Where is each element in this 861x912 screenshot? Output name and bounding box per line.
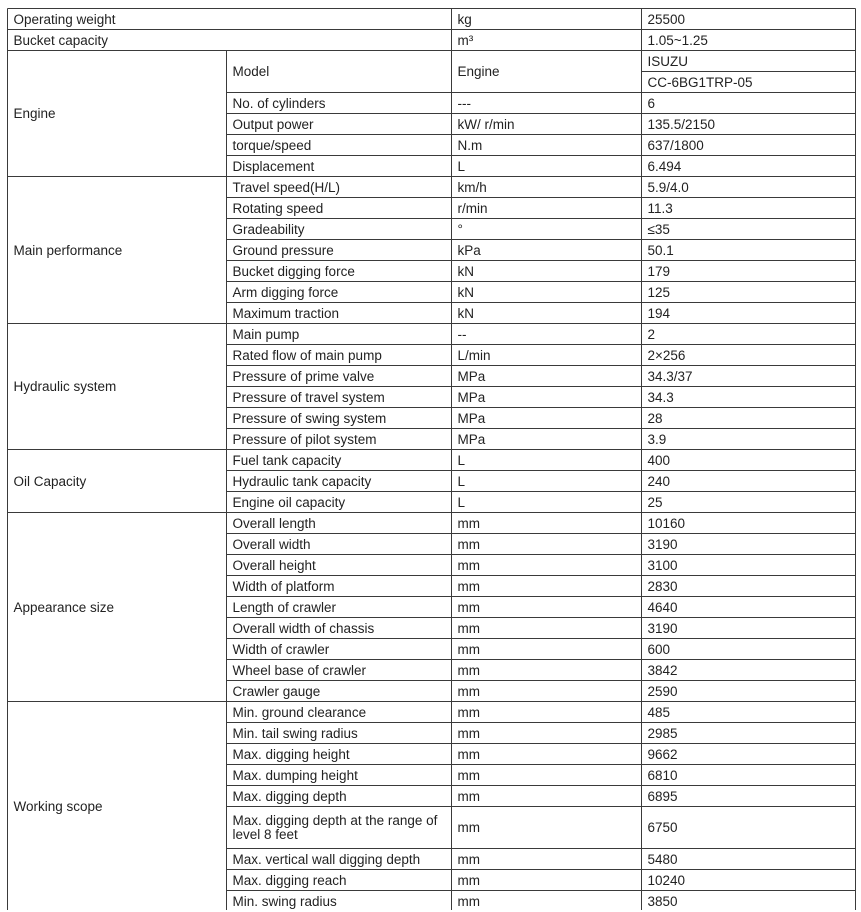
spec-value: ISUZU (647, 53, 688, 69)
spec-label: Crawler gauge (232, 683, 321, 699)
spec-group-label: Engine (13, 106, 56, 121)
spec-value: 3.9 (647, 431, 667, 447)
spec-unit: kN (457, 284, 474, 300)
spec-label: Bucket digging force (232, 263, 355, 279)
spec-value: 2 (647, 326, 656, 342)
spec-value: 6750 (647, 820, 678, 835)
spec-value: 6.494 (647, 158, 682, 174)
spec-label: Pressure of prime valve (232, 368, 375, 384)
spec-unit: L (457, 158, 466, 174)
spec-unit: mm (457, 662, 480, 678)
spec-unit: MPa (457, 410, 486, 426)
spec-value: 135.5/2150 (647, 116, 716, 132)
spec-value: 400 (647, 452, 671, 468)
spec-group-label: Oil Capacity (13, 473, 87, 489)
spec-label: Bucket capacity (13, 32, 109, 48)
spec-unit: kW/ r/min (457, 116, 515, 132)
spec-value: 5480 (647, 851, 678, 867)
spec-unit: mm (457, 578, 480, 594)
spec-label: Min. ground clearance (232, 704, 367, 720)
spec-unit: -- (457, 326, 467, 342)
spec-label: Hydraulic tank capacity (232, 473, 372, 489)
spec-unit: --- (457, 95, 471, 111)
spec-unit: kPa (457, 242, 481, 258)
spec-label: Maximum traction (232, 305, 340, 321)
spec-value: 6895 (647, 788, 678, 804)
spec-label: Output power (232, 116, 314, 132)
spec-label: Width of crawler (232, 641, 330, 657)
spec-label: Model (232, 64, 270, 79)
spec-label: Gradeability (232, 221, 305, 237)
spec-value: CC-6BG1TRP-05 (647, 74, 753, 90)
spec-value: 2830 (647, 578, 678, 594)
spec-value: 25 (647, 494, 663, 510)
spec-value: 5.9/4.0 (647, 179, 689, 195)
spec-value: 125 (647, 284, 671, 300)
spec-unit: mm (457, 536, 480, 552)
spec-label: Pressure of travel system (232, 389, 385, 405)
spec-unit: L (457, 452, 466, 468)
spec-unit: N.m (457, 137, 483, 153)
spec-value: 3100 (647, 557, 678, 573)
spec-value: 28 (647, 410, 663, 426)
spec-value: ≤35 (647, 221, 670, 237)
spec-label: Overall length (232, 515, 316, 531)
spec-label: Arm digging force (232, 284, 339, 300)
spec-value: 3842 (647, 662, 678, 678)
spec-value: 34.3 (647, 389, 674, 405)
spec-label: Min. swing radius (232, 893, 337, 909)
spec-value: 34.3/37 (647, 368, 693, 384)
spec-label: Max. dumping height (232, 767, 358, 783)
spec-label: Max. vertical wall digging depth (232, 851, 421, 867)
spec-group-label: Hydraulic system (13, 379, 117, 394)
spec-value: 3190 (647, 536, 678, 552)
spec-unit: mm (457, 788, 480, 804)
spec-label: torque/speed (232, 137, 312, 153)
spec-unit: mm (457, 820, 480, 835)
spec-label: Rated flow of main pump (232, 347, 382, 363)
spec-label: Min. tail swing radius (232, 725, 358, 741)
spec-value: 240 (647, 473, 671, 489)
spec-value: 179 (647, 263, 671, 279)
spec-value: 600 (647, 641, 671, 657)
spec-value: 3190 (647, 620, 678, 636)
spec-label: Main pump (232, 326, 300, 342)
spec-value: 2590 (647, 683, 678, 699)
spec-value: 10160 (647, 515, 686, 531)
spec-value: 9662 (647, 746, 678, 762)
spec-unit: km/h (457, 179, 487, 195)
spec-label: Pressure of pilot system (232, 431, 377, 447)
spec-label: Pressure of swing system (232, 410, 387, 426)
spec-unit: MPa (457, 389, 486, 405)
spec-unit: Engine (457, 64, 500, 79)
spec-unit: mm (457, 515, 480, 531)
spec-label: Overall width of chassis (232, 620, 375, 636)
spec-value: 2×256 (647, 347, 686, 363)
spec-unit: mm (457, 851, 480, 867)
spec-value: 3850 (647, 893, 678, 909)
spec-group-label: Working scope (13, 799, 103, 814)
spec-unit: mm (457, 746, 480, 762)
spec-unit: mm (457, 599, 480, 615)
spec-unit: kg (457, 11, 472, 27)
spec-value: 485 (647, 704, 671, 720)
spec-unit: m³ (457, 32, 474, 48)
spec-label: Engine oil capacity (232, 494, 346, 510)
spec-value: 4640 (647, 599, 678, 615)
spec-label: Overall width (232, 536, 311, 552)
spec-label: Length of crawler (232, 599, 337, 615)
spec-unit: L/min (457, 347, 491, 363)
spec-label: Width of platform (232, 578, 335, 594)
spec-value: 194 (647, 305, 671, 321)
spec-label: Displacement (232, 158, 315, 174)
spec-value: 2985 (647, 725, 678, 741)
spec-label: Operating weight (13, 11, 116, 27)
spec-value: 1.05~1.25 (647, 32, 708, 48)
spec-label: Ground pressure (232, 242, 334, 258)
spec-label: Max. digging reach (232, 872, 347, 888)
spec-unit: mm (457, 767, 480, 783)
spec-unit: mm (457, 641, 480, 657)
spec-unit: mm (457, 704, 480, 720)
spec-unit: ° (457, 221, 463, 237)
spec-label: Max. digging depth (232, 788, 347, 804)
spec-value: 10240 (647, 872, 686, 888)
spec-unit: mm (457, 557, 480, 573)
spec-label: Wheel base of crawler (232, 662, 367, 678)
spec-value: 50.1 (647, 242, 674, 258)
spec-value: 6810 (647, 767, 678, 783)
spec-group-label: Appearance size (13, 599, 115, 615)
spec-unit: kN (457, 263, 474, 279)
spec-unit: mm (457, 683, 480, 699)
spec-unit: L (457, 473, 466, 489)
spec-unit: r/min (457, 200, 488, 216)
spec-unit: mm (457, 893, 480, 909)
spec-value: 11.3 (647, 200, 673, 216)
spec-group-label: Main performance (13, 242, 123, 258)
spec-label: No. of cylinders (232, 95, 326, 111)
spec-label: Max. digging depth at the range of level 8 feet (232, 812, 438, 842)
spec-unit: mm (457, 620, 480, 636)
spec-unit: mm (457, 725, 480, 741)
spec-label: Overall height (232, 557, 316, 573)
spec-label: Fuel tank capacity (232, 452, 342, 468)
spec-unit: kN (457, 305, 474, 321)
spec-label: Max. digging height (232, 746, 350, 762)
spec-unit: mm (457, 872, 480, 888)
spec-value: 25500 (647, 11, 686, 27)
spec-label: Travel speed(H/L) (232, 179, 341, 195)
spec-unit: MPa (457, 431, 486, 447)
spec-unit: MPa (457, 368, 486, 384)
spec-value: 6 (647, 95, 656, 111)
spec-label: Rotating speed (232, 200, 324, 216)
spec-value: 637/1800 (647, 137, 704, 153)
spec-unit: L (457, 494, 466, 510)
